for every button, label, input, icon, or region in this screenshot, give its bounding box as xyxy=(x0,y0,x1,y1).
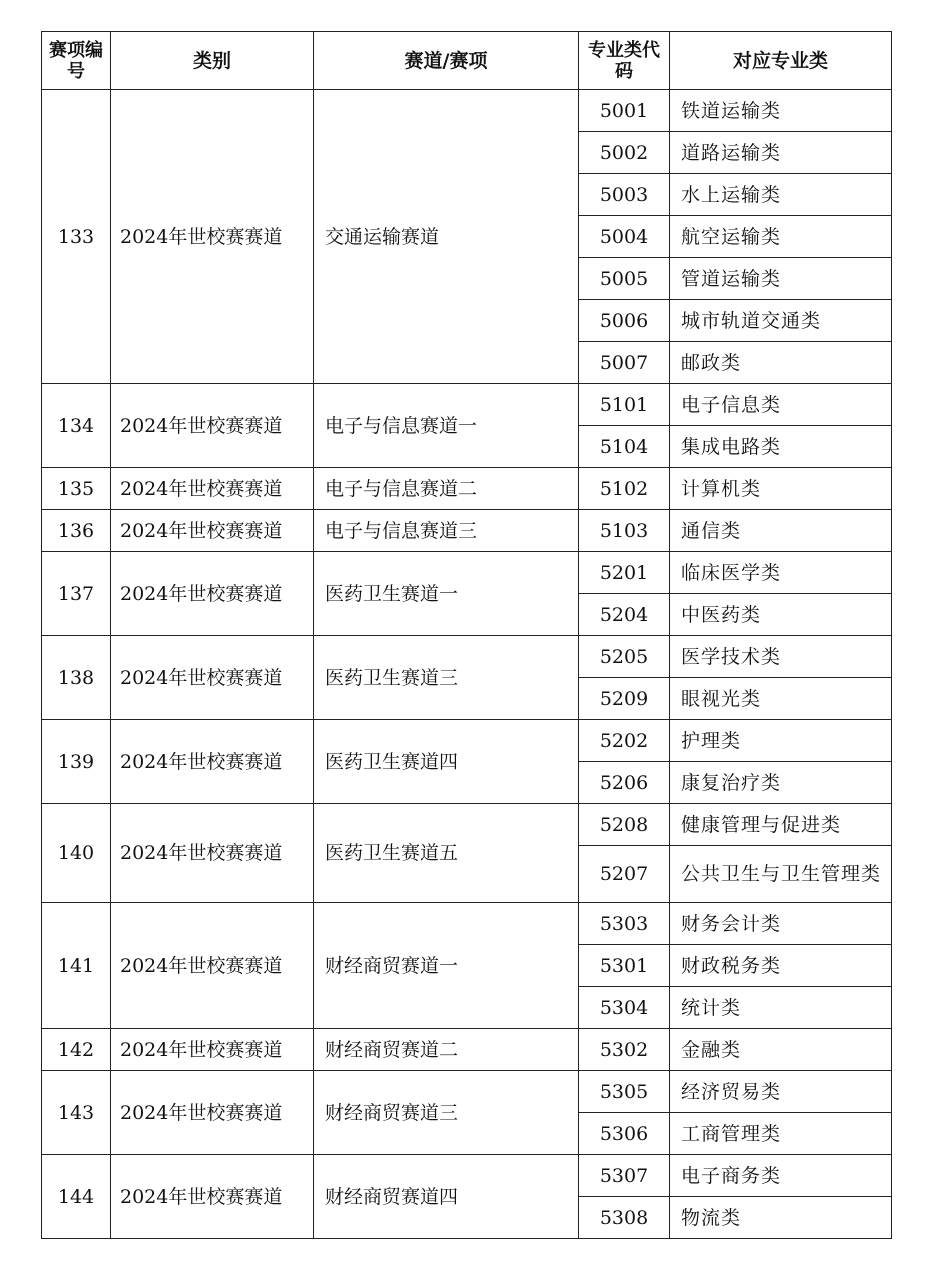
major-name-cell: 铁道运输类 xyxy=(670,90,892,132)
event-no-cell: 140 xyxy=(42,804,111,903)
track-cell: 财经商贸赛道一 xyxy=(314,903,579,1029)
event-major-table xyxy=(41,31,892,1239)
major-code-cell: 5308 xyxy=(579,1197,670,1239)
major-code-cell: 5004 xyxy=(579,216,670,258)
category-cell: 2024年世校赛赛道 xyxy=(111,384,314,468)
major-name-cell: 眼视光类 xyxy=(670,678,892,720)
table-row xyxy=(42,510,892,552)
major-name-cell: 道路运输类 xyxy=(670,132,892,174)
table-row xyxy=(42,636,892,678)
major-code-cell: 5102 xyxy=(579,468,670,510)
major-name-cell: 电子信息类 xyxy=(670,384,892,426)
event-no-cell: 144 xyxy=(42,1155,111,1239)
major-name-cell: 护理类 xyxy=(670,720,892,762)
major-code-cell: 5208 xyxy=(579,804,670,846)
track-cell: 财经商贸赛道四 xyxy=(314,1155,579,1239)
major-name-cell: 中医药类 xyxy=(670,594,892,636)
major-name-cell: 航空运输类 xyxy=(670,216,892,258)
major-code-cell: 5001 xyxy=(579,90,670,132)
event-no-cell: 142 xyxy=(42,1029,111,1071)
major-code-cell: 5304 xyxy=(579,987,670,1029)
major-name-cell: 公共卫生与卫生管理类 xyxy=(670,846,892,903)
event-no-cell: 133 xyxy=(42,90,111,384)
major-name-cell: 计算机类 xyxy=(670,468,892,510)
event-no-cell: 138 xyxy=(42,636,111,720)
major-code-cell: 5301 xyxy=(579,945,670,987)
major-name-cell: 经济贸易类 xyxy=(670,1071,892,1113)
major-code-cell: 5204 xyxy=(579,594,670,636)
major-name-cell: 工商管理类 xyxy=(670,1113,892,1155)
major-name-cell: 通信类 xyxy=(670,510,892,552)
table-row xyxy=(42,384,892,426)
track-cell: 医药卫生赛道四 xyxy=(314,720,579,804)
document-page xyxy=(41,31,892,1239)
table-header-row xyxy=(42,32,892,90)
major-name-cell: 物流类 xyxy=(670,1197,892,1239)
major-name-cell: 统计类 xyxy=(670,987,892,1029)
header-event-no: 赛项编号 xyxy=(42,32,111,90)
track-cell: 财经商贸赛道二 xyxy=(314,1029,579,1071)
major-code-cell: 5101 xyxy=(579,384,670,426)
table-body xyxy=(42,90,892,1239)
major-code-cell: 5302 xyxy=(579,1029,670,1071)
track-cell: 电子与信息赛道一 xyxy=(314,384,579,468)
track-cell: 医药卫生赛道三 xyxy=(314,636,579,720)
table-row xyxy=(42,1155,892,1197)
major-name-cell: 电子商务类 xyxy=(670,1155,892,1197)
major-name-cell: 临床医学类 xyxy=(670,552,892,594)
header-major: 对应专业类 xyxy=(670,32,892,90)
major-name-cell: 健康管理与促进类 xyxy=(670,804,892,846)
major-code-cell: 5104 xyxy=(579,426,670,468)
table-row xyxy=(42,1029,892,1071)
table-row xyxy=(42,903,892,945)
category-cell: 2024年世校赛赛道 xyxy=(111,636,314,720)
event-no-cell: 136 xyxy=(42,510,111,552)
track-cell: 交通运输赛道 xyxy=(314,90,579,384)
major-name-cell: 财政税务类 xyxy=(670,945,892,987)
track-cell: 电子与信息赛道三 xyxy=(314,510,579,552)
header-code: 专业类代码 xyxy=(579,32,670,90)
major-code-cell: 5206 xyxy=(579,762,670,804)
major-name-cell: 邮政类 xyxy=(670,342,892,384)
major-code-cell: 5007 xyxy=(579,342,670,384)
major-code-cell: 5202 xyxy=(579,720,670,762)
table-row xyxy=(42,1071,892,1113)
category-cell: 2024年世校赛赛道 xyxy=(111,90,314,384)
track-cell: 电子与信息赛道二 xyxy=(314,468,579,510)
major-code-cell: 5303 xyxy=(579,903,670,945)
major-name-cell: 医学技术类 xyxy=(670,636,892,678)
major-code-cell: 5205 xyxy=(579,636,670,678)
table-row xyxy=(42,90,892,132)
major-code-cell: 5209 xyxy=(579,678,670,720)
table-row xyxy=(42,804,892,846)
major-code-cell: 5003 xyxy=(579,174,670,216)
table-row xyxy=(42,720,892,762)
header-track: 赛道/赛项 xyxy=(314,32,579,90)
event-no-cell: 134 xyxy=(42,384,111,468)
event-no-cell: 135 xyxy=(42,468,111,510)
category-cell: 2024年世校赛赛道 xyxy=(111,804,314,903)
major-name-cell: 水上运输类 xyxy=(670,174,892,216)
major-code-cell: 5005 xyxy=(579,258,670,300)
track-cell: 医药卫生赛道一 xyxy=(314,552,579,636)
major-name-cell: 金融类 xyxy=(670,1029,892,1071)
table-row xyxy=(42,468,892,510)
major-code-cell: 5002 xyxy=(579,132,670,174)
major-name-cell: 集成电路类 xyxy=(670,426,892,468)
major-name-cell: 财务会计类 xyxy=(670,903,892,945)
major-code-cell: 5305 xyxy=(579,1071,670,1113)
event-no-cell: 143 xyxy=(42,1071,111,1155)
category-cell: 2024年世校赛赛道 xyxy=(111,552,314,636)
track-cell: 财经商贸赛道三 xyxy=(314,1071,579,1155)
header-category: 类别 xyxy=(111,32,314,90)
table-row xyxy=(42,552,892,594)
major-code-cell: 5306 xyxy=(579,1113,670,1155)
major-code-cell: 5307 xyxy=(579,1155,670,1197)
category-cell: 2024年世校赛赛道 xyxy=(111,1029,314,1071)
event-no-cell: 141 xyxy=(42,903,111,1029)
major-code-cell: 5207 xyxy=(579,846,670,903)
track-cell: 医药卫生赛道五 xyxy=(314,804,579,903)
event-no-cell: 137 xyxy=(42,552,111,636)
major-code-cell: 5201 xyxy=(579,552,670,594)
category-cell: 2024年世校赛赛道 xyxy=(111,903,314,1029)
category-cell: 2024年世校赛赛道 xyxy=(111,1155,314,1239)
major-name-cell: 康复治疗类 xyxy=(670,762,892,804)
major-name-cell: 城市轨道交通类 xyxy=(670,300,892,342)
major-code-cell: 5103 xyxy=(579,510,670,552)
category-cell: 2024年世校赛赛道 xyxy=(111,720,314,804)
major-name-cell: 管道运输类 xyxy=(670,258,892,300)
category-cell: 2024年世校赛赛道 xyxy=(111,468,314,510)
category-cell: 2024年世校赛赛道 xyxy=(111,510,314,552)
category-cell: 2024年世校赛赛道 xyxy=(111,1071,314,1155)
major-code-cell: 5006 xyxy=(579,300,670,342)
event-no-cell: 139 xyxy=(42,720,111,804)
